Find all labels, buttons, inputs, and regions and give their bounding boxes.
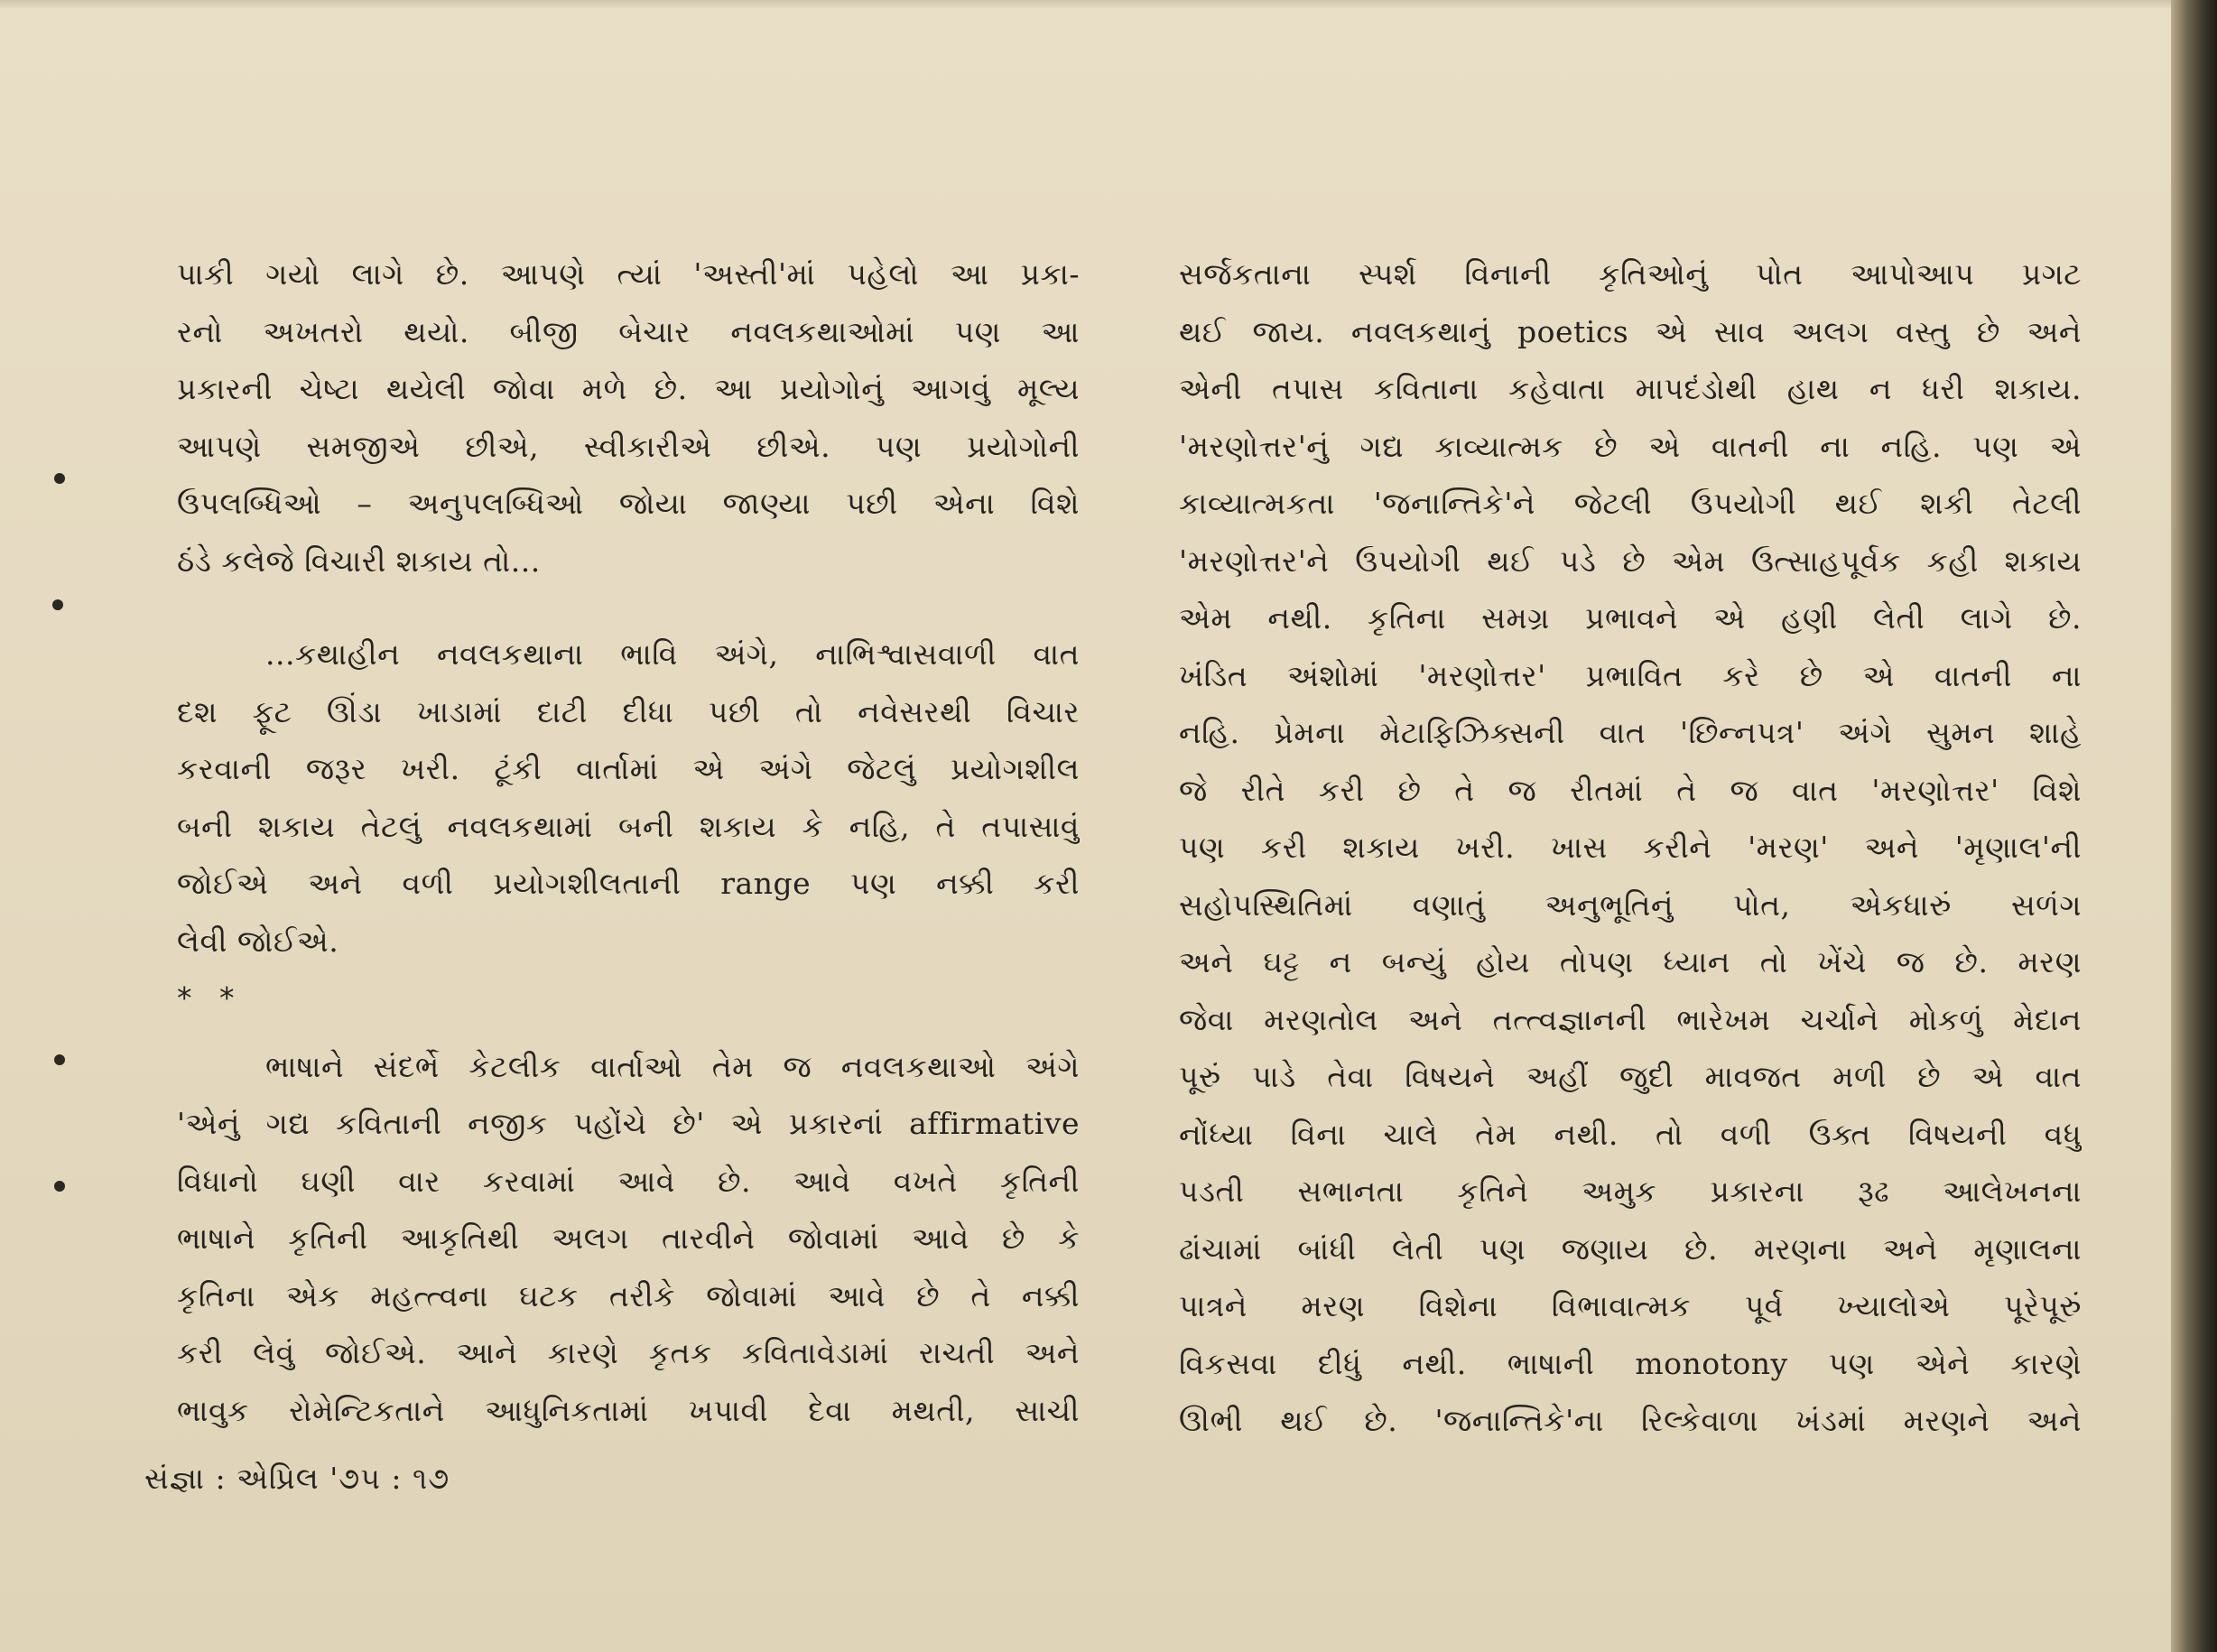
text-line: પૂરું પાડે તેવા વિષયને અહીં જુદી માવજત મળી છે એ વાત	[1179, 1059, 2082, 1094]
text-line: ભાષાને કૃતિની આકૃતિથી અલગ તારવીને જોવામાં આવે છે કે	[177, 1220, 1080, 1256]
binding-hole	[52, 599, 63, 610]
text-line: વિકસવા દીધું નથી. ભાષાની monotony પણ એને કારણે	[1179, 1345, 2082, 1381]
text-line: ઠંડે કલેજે વિચારી શકાય તો...	[177, 543, 541, 579]
text-line: નહિ. પ્રેમના મેટાફિઝિક્સની વાત 'છિન્નપત્ર' અંગે સુમન શાહે	[1179, 715, 2082, 750]
text-line: પડતી સભાનતા કૃતિને અમુક પ્રકારના રૂઢ આલેખનના	[1179, 1174, 2082, 1209]
text-line: એમ નથી. કૃતિના સમગ્ર પ્રભાવને એ હણી લેતી લાગે છે.	[1179, 600, 2082, 636]
text-line: પાકી ગયો લાગે છે. આપણે ત્યાં 'અસ્તી'માં પહેલો આ પ્રકા-	[177, 256, 1080, 292]
text-line: દશ ફૂટ ઊંડા ખાડામાં દાટી દીધા પછી તો નવેસરથી વિચાર	[177, 693, 1080, 729]
text-line: રનો અખતરો થયો. બીજી બેચાર નવલકથાઓમાં પણ આ	[177, 313, 1080, 349]
text-line: સહોપસ્થિતિમાં વણાતું અનુભૂતિનું પોત, એકધારું સળંગ	[1179, 886, 2082, 923]
text-line: આપણે સમજીએ છીએ, સ્વીકારીએ છીએ. પણ પ્રયોગોની	[177, 428, 1080, 464]
text-line: જોઈએ અને વળી પ્રયોગશીલતાની range પણ નક્કી કરી	[177, 866, 1080, 901]
text-line: કાવ્યાત્મકતા 'જનાન્તિકે'ને જેટલી ઉપયોગી થઈ શકી તેટલી	[1179, 486, 2082, 521]
text-line: ખંડિત અંશોમાં 'મરણોત્તર' પ્રભાવિત કરે છે એ વાતની ના	[1179, 657, 2082, 693]
text-line: કરવાની જરૂર ખરી. ટૂંકી વાર્તામાં એ અંગે જેટલું પ્રયોગશીલ	[177, 751, 1080, 786]
text-line: પણ કરી શકાય ખરી. ખાસ કરીને 'મરણ' અને 'મૃણાલ'ની	[1179, 830, 2082, 865]
text-line: પ્રકારની ચેષ્ટા થયેલી જોવા મળે છે. આ પ્રયોગોનું આગવું મૂલ્ય	[177, 371, 1080, 406]
section-separator: * *	[177, 980, 244, 1016]
paragraph-gap	[177, 589, 1080, 626]
binding-hole	[54, 473, 65, 484]
text-line: કૃતિના એક મહત્ત્વના ઘટક તરીકે જોવામાં આવે છે તે નક્કી	[177, 1277, 1080, 1313]
text-line: વિધાનો ઘણી વાર કરવામાં આવે છે. આવે વખતે કૃતિની	[177, 1163, 1080, 1199]
text-line: અને ઘટ્ટ ન બન્યું હોય તોપણ ધ્યાન તો ખેંચે જ છે. મરણ	[1179, 944, 2082, 979]
text-line: જેવા મરણતોલ અને તત્ત્વજ્ઞાનની ભારેખમ ચર્ચાને મોકળું મેદાન	[1179, 1001, 2082, 1037]
binding-hole	[54, 1054, 65, 1065]
binding-hole	[54, 1181, 65, 1192]
text-line: ...કથાહીન નવલકથાના ભાવિ અંગે, નાભિશ્વાસવાળી વાત	[265, 636, 1080, 672]
text-line: લેવી જોઈએ.	[177, 923, 339, 959]
text-line: ભાષાને સંદર્ભે કેટલીક વાર્તાઓ તેમ જ નવલકથાઓ અંગે	[265, 1048, 1080, 1084]
page-top-edge	[0, 0, 2171, 9]
text-line: કરી લેવું જોઈએ. આને કારણે કૃતક કવિતાવેડામાં રાચતી અને	[177, 1335, 1080, 1370]
text-line: એની તપાસ કવિતાના કહેવાતા માપદંડોથી હાથ ન ધરી શકાય.	[1179, 371, 2082, 406]
text-line: ઢાંચામાં બાંધી લેતી પણ જણાય છે. મરણના અને મૃણાલના	[1179, 1230, 2082, 1267]
text-line: ઊભી થઈ છે. 'જનાન્તિકે'ના રિલ્કેવાળા ખંડમાં મરણને અને	[1179, 1403, 2082, 1438]
page-footer: સંજ્ઞા : એપ્રિલ '૭૫ : ૧૭	[144, 1461, 450, 1496]
text-line: ભાવુક રોમેન્ટિકતાને આધુનિકતામાં ખપાવી દેવા મથતી, સાચી	[177, 1392, 1080, 1428]
text-line: 'એનું ગદ્ય કવિતાની નજીક પહોંચે છે' એ પ્રકારનાં affirmative	[177, 1106, 1080, 1141]
text-line: 'મરણોત્તર'નું ગદ્ય કાવ્યાત્મક છે એ વાતની ના નહિ. પણ એ	[1179, 428, 2082, 464]
text-line: સર્જકતાના સ્પર્શ વિનાની કૃતિઓનું પોત આપોઆપ પ્રગટ	[1179, 256, 2082, 292]
text-line: જે રીતે કરી છે તે જ રીતમાં તે જ વાત 'મરણોત્તર' વિશે	[1179, 772, 2082, 808]
text-line: ઉપલબ્ધિઓ – અનુપલબ્ધિઓ જોયા જાણ્યા પછી એના વિશે	[177, 486, 1080, 521]
text-line: બની શકાય તેટલું નવલકથામાં બની શકાય કે નહિ, તે તપાસાવું	[177, 808, 1080, 844]
text-line: પાત્રને મરણ વિશેના વિભાવાત્મક પૂર્વ ખ્યાલોએ પૂરેપૂરું	[1179, 1288, 2082, 1323]
paragraph-gap	[177, 1027, 1080, 1038]
text-line: 'મરણોત્તર'ને ઉપયોગી થઈ પડે છે એમ ઉત્સાહપૂર્વક કહી શકાય	[1179, 543, 2082, 579]
left-column	[177, 246, 1080, 1439]
book-spine	[2171, 0, 2217, 1652]
text-line: થઈ જાય. નવલકથાનું poetics એ સાવ અલગ વસ્તુ છે અને	[1179, 313, 2082, 349]
right-column	[1179, 246, 2082, 1450]
text-line: નોંધ્યા વિના ચાલે તેમ નથી. તો વળી ઉક્ત વિષયની વધુ	[1179, 1116, 2082, 1152]
